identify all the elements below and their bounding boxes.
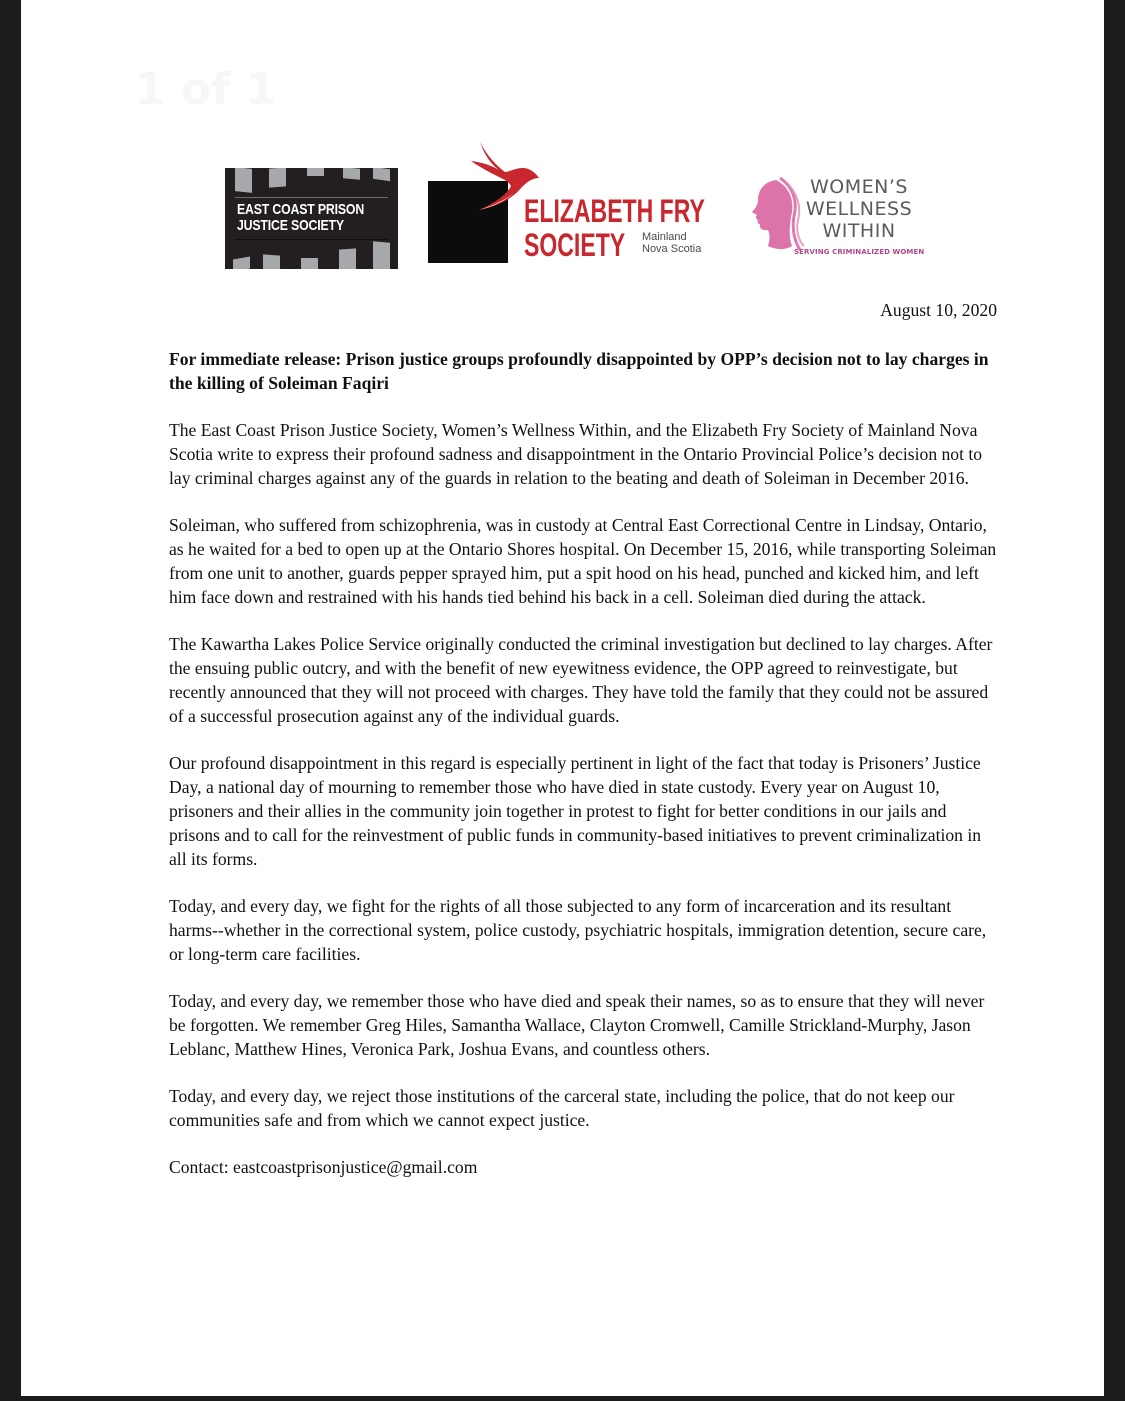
logo-rule xyxy=(235,239,388,240)
logo-ecpjs-name xyxy=(237,202,364,234)
logo-rule xyxy=(235,197,388,198)
press-release-body xyxy=(169,298,999,1179)
logo-ecpjs-line1: EAST COAST PRISON xyxy=(237,201,365,218)
paragraph: Today, and every day, we remember those who have died and speak their names, so as to ensure that they will never be forgotten. We remember Greg Hiles, Samantha Wallace, Clayton Cromwell, Camille Strickland-Murphy, Jason Leblanc, Matthew Hines, Veronica Park, Joshua Evans, and countless others. xyxy=(169,991,985,1059)
paragraph: Soleiman, who suffered from schizophrenia, was in custody at Central East Correctional Centre in Lindsay, Ontario, as he waited for a bed to open up at the Ontario Shores hospital. On December 15, 2016, while transporting Soleiman from one unit to another, guards pepper sprayed him, put a spit hood on his head, punched and kicked him, and left him face down and restrained with his hands tied behind his back in a cell. Soleiman died during the attack. xyxy=(169,515,997,607)
logo-stripe xyxy=(373,168,390,181)
logo-www-name xyxy=(784,176,934,242)
logo-east-coast-prison-justice-society xyxy=(225,168,398,269)
logo-stripe xyxy=(233,257,250,269)
logo-stripe xyxy=(235,168,252,193)
logo-efry-sub1: Mainland xyxy=(642,231,687,243)
logo-stripe xyxy=(343,168,360,180)
headline: For immediate release: Prison justice groups profoundly disappointed by OPP’s decision not to lay charges in the killing of Soleiman Faqiri xyxy=(169,349,989,393)
paragraph: The Kawartha Lakes Police Service originally conducted the criminal investigation but declined to lay charges. After the ensuing public outcry, and with the benefit of new eyewitness evidence, the OPP agreed to reinvestigate, but recently announced that they will not proceed with charges. They have told the family that they could not be assured of a successful prosecution against any of the individual guards. xyxy=(169,634,993,726)
logo-ecpjs-line2: JUSTICE SOCIETY xyxy=(237,217,344,234)
logo-stripe xyxy=(263,254,280,269)
logo-womens-wellness-within xyxy=(746,176,946,264)
logo-stripe xyxy=(269,168,286,188)
logo-stripe xyxy=(301,258,318,269)
logo-efry-line2: SOCIETY xyxy=(524,227,626,263)
logo-www-tagline: SERVING CRIMINALIZED WOMEN xyxy=(794,248,925,256)
logo-www-line3: WITHIN xyxy=(822,220,896,242)
paragraph: Our profound disappointment in this regard is especially pertinent in light of the fact that today is Prisoners’ Justice Day, a national day of mourning to remember those who have died in state custody. Every year on August 10, prisoners and their allies in the community join together in protest to fight for better conditions in our jails and prisons and to call for the reinvestment of public funds in community-based initiatives to prevent criminalization in all its forms. xyxy=(169,753,982,869)
contact-line: Contact: eastcoastprisonjustice@gmail.com xyxy=(169,1157,478,1177)
logo-efry-line1: ELIZABETH FRY xyxy=(524,193,705,229)
paragraph: The East Coast Prison Justice Society, Women’s Wellness Within, and the Elizabeth Fry Society of Mainland Nova Scotia write to express their profound sadness and disappointment in the Ontario Provincial Police’s decision not to lay criminal charges against any of the guards in relation to the beating and death of Soleiman in December 2016. xyxy=(169,420,983,488)
page-indicator: 1 of 1 xyxy=(135,64,277,115)
logo-www-line1: WOMEN’S xyxy=(810,176,908,198)
paragraph: Today, and every day, we reject those institutions of the carceral state, including the police, that do not keep our communities safe and from which we cannot expect justice. xyxy=(169,1086,955,1130)
logo-elizabeth-fry-society xyxy=(426,128,726,268)
logo-stripe xyxy=(373,241,390,269)
logo-efry-sub2: Nova Scotia xyxy=(642,243,702,255)
logo-stripe xyxy=(339,248,356,269)
document-page xyxy=(21,0,1104,1396)
logo-www-line2: WELLNESS xyxy=(805,198,913,220)
release-date: August 10, 2020 xyxy=(880,300,997,320)
paragraph: Today, and every day, we fight for the rights of all those subjected to any form of incarceration and its resultant harms--whether in the correctional system, police custody, psychiatric hospitals, immigration detention, secure care, or long-term care facilities. xyxy=(169,896,987,964)
logo-stripe xyxy=(307,168,324,176)
logo-efry-subtitle xyxy=(642,231,701,255)
